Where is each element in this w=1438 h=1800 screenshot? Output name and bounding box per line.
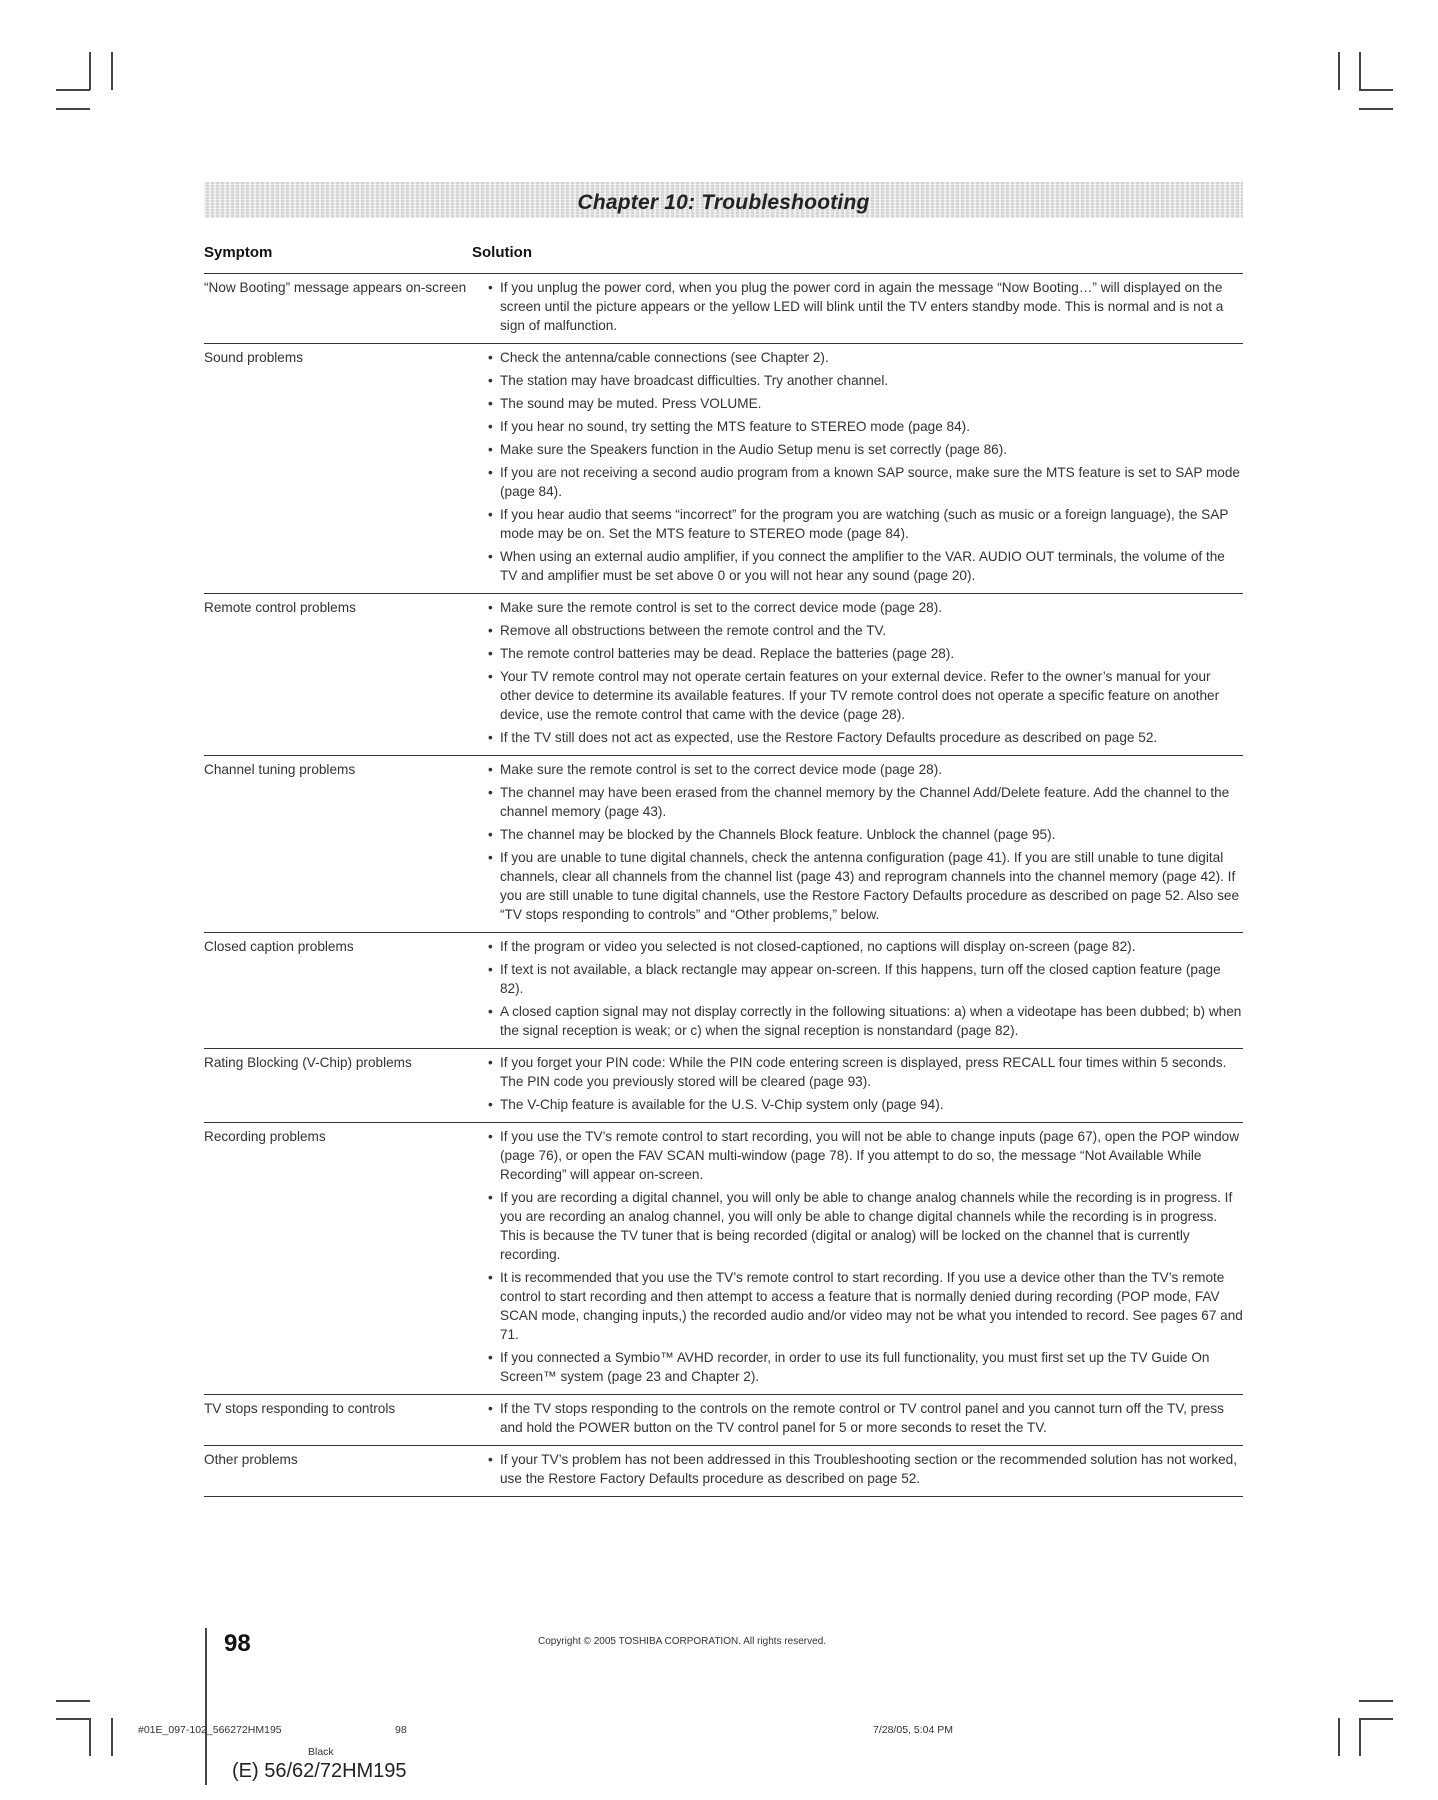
symptom-cell: Closed caption problems [204, 939, 354, 954]
crop-mark [1359, 1718, 1361, 1756]
symptom-cell: TV stops responding to controls [204, 1401, 396, 1416]
solution-cell [488, 1449, 1243, 1492]
symptom-header: Symptom [204, 244, 273, 261]
crop-mark [1338, 1718, 1340, 1756]
print-slug-date: 7/28/05, 5:04 PM [873, 1724, 953, 1736]
solution-list [488, 598, 1243, 747]
symptom-cell: Rating Blocking (V-Chip) problems [204, 1055, 412, 1070]
solution-list [488, 1053, 1243, 1114]
solution-item: • If you forget your PIN code: While the PIN code entering screen is displayed, press RECALL four times within 5 seconds. The PIN code you previously stored will be cleared (page 93). [488, 1053, 1243, 1091]
solution-item: • The channel may be blocked by the Channels Block feature. Unblock the channel (page 95). [488, 825, 1243, 844]
model-number: (E) 56/62/72HM195 [232, 1760, 407, 1782]
solution-list [488, 1450, 1243, 1488]
solution-item: • If you are not receiving a second audio program from a known SAP source, make sure the MTS feature is set to SAP mode (page 84). [488, 463, 1243, 501]
solution-item: • When using an external audio amplifier, if you connect the amplifier to the VAR. AUDIO OUT terminals, the volume of the TV and amplifier must be set above 0 or you will not hear any sound (page 20). [488, 547, 1243, 585]
print-slug-color: Black [308, 1746, 334, 1758]
solution-item: • If the TV stops responding to the controls on the remote control or TV control panel and you cannot turn off the TV, press and hold the POWER button on the TV control panel for 5 or more seconds to reset the TV. [488, 1399, 1243, 1437]
solution-item: • Make sure the Speakers function in the Audio Setup menu is set correctly (page 86). [488, 440, 1243, 459]
solution-cell [488, 277, 1243, 339]
solution-list [488, 278, 1243, 335]
chapter-title: Chapter 10: Troubleshooting [577, 191, 870, 214]
solution-item: • Check the antenna/cable connections (see Chapter 2). [488, 348, 1243, 367]
solution-item: • If you are unable to tune digital channels, check the antenna configuration (page 41). If you are still unable to tune digital channels, clear all channels from the channel list (page 43) and reprogram channels into the channel memory (page 42). If you are still unable to tune digital channels, use the Restore Factory Defaults procedure as described on page 52. Also see “TV stops responding to controls” and “Other problems,” below. [488, 848, 1243, 924]
solution-item: • If you connected a Symbio™ AVHD recorder, in order to use its full functionality, you must first set up the TV Guide On Screen™ system (page 23 and Chapter 2). [488, 1348, 1243, 1386]
crop-mark [1359, 1718, 1393, 1720]
crop-mark [1359, 1700, 1393, 1702]
table-row [204, 756, 1243, 933]
crop-mark [56, 1718, 90, 1720]
crop-mark [111, 1718, 113, 1756]
crop-mark [111, 52, 113, 90]
solution-cell [488, 759, 1243, 928]
symptom-cell: “Now Booting” message appears on-screen [204, 280, 467, 295]
crop-mark [1359, 108, 1393, 110]
solution-item: • If you hear no sound, try setting the MTS feature to STEREO mode (page 84). [488, 417, 1243, 436]
crop-mark [56, 89, 90, 91]
crop-mark [56, 108, 90, 110]
crop-mark [1359, 89, 1393, 91]
solution-item: • If your TV’s problem has not been addressed in this Troubleshooting section or the recommended solution has not worked, use the Restore Factory Defaults procedure as described on page 52. [488, 1450, 1243, 1488]
solution-list [488, 937, 1243, 1040]
solution-list [488, 1399, 1243, 1437]
table-row [204, 1049, 1243, 1123]
symptom-cell: Channel tuning problems [204, 762, 356, 777]
table-row [204, 1446, 1243, 1497]
symptom-cell: Other problems [204, 1452, 298, 1467]
solution-item: • Remove all obstructions between the remote control and the TV. [488, 621, 1243, 640]
solution-item: • Your TV remote control may not operate certain features on your external device. Refer to the owner’s manual for your other device to determine its available features. If your TV remote control does not operate a specific feature on another device, use the remote control that came with the device (page 28). [488, 667, 1243, 724]
solution-item: • The V-Chip feature is available for the U.S. V-Chip system only (page 94). [488, 1095, 1243, 1114]
solution-item: • If you unplug the power cord, when you plug the power cord in again the message “Now Booting…” will displayed on the screen until the picture appears or the yellow LED will blink until the TV enters standby mode. This is normal and is not a sign of malfunction. [488, 278, 1243, 335]
solution-item: • Make sure the remote control is set to the correct device mode (page 28). [488, 598, 1243, 617]
solution-cell [488, 1126, 1243, 1390]
symptom-cell: Remote control problems [204, 600, 356, 615]
table-body [204, 274, 1243, 1497]
solution-item: • The sound may be muted. Press VOLUME. [488, 394, 1243, 413]
print-slug-file: #01E_097-102_566272HM195 [138, 1724, 282, 1736]
table-header [204, 244, 1243, 274]
solution-cell [488, 1398, 1243, 1441]
solution-item: • The remote control batteries may be dead. Replace the batteries (page 28). [488, 644, 1243, 663]
crop-mark [56, 1700, 90, 1702]
chapter-banner [204, 182, 1243, 218]
solution-item: • Make sure the remote control is set to the correct device mode (page 28). [488, 760, 1243, 779]
solution-list [488, 348, 1243, 585]
solution-item: • If you are recording a digital channel, you will only be able to change analog channels while the recording is in progress. If you are recording an analog channel, you will only be able to change digital channels while the recording is in progress. This is because the TV tuner that is being recorded (digital or analog) will be locked on the channel that is currently recording. [488, 1188, 1243, 1264]
solution-cell [488, 597, 1243, 751]
solution-item: • The station may have broadcast difficulties. Try another channel. [488, 371, 1243, 390]
solution-list [488, 1127, 1243, 1386]
crop-mark [1338, 52, 1340, 90]
table-row [204, 344, 1243, 594]
solution-list [488, 760, 1243, 924]
page-number: 98 [224, 1630, 251, 1657]
crop-mark [1359, 52, 1361, 90]
solution-header: Solution [472, 244, 532, 261]
solution-cell [488, 1052, 1243, 1118]
solution-cell [488, 936, 1243, 1044]
table-row [204, 933, 1243, 1049]
table-row [204, 1123, 1243, 1395]
page-number-rule [205, 1628, 207, 1785]
print-slug-page: 98 [395, 1724, 407, 1736]
crop-mark [89, 52, 91, 90]
symptom-cell: Recording problems [204, 1129, 326, 1144]
solution-item: • If the TV still does not act as expected, use the Restore Factory Defaults procedure as described on page 52. [488, 728, 1243, 747]
solution-item: • If you hear audio that seems “incorrect” for the program you are watching (such as music or a foreign language), the SAP mode may be on. Set the MTS feature to STEREO mode (page 84). [488, 505, 1243, 543]
troubleshooting-table [204, 244, 1243, 1497]
solution-item: • If you use the TV’s remote control to start recording, you will not be able to change inputs (page 67), open the POP window (page 76), or open the FAV SCAN multi-window (page 78). If you attempt to do so, the message “Not Available While Recording” will appear on-screen. [488, 1127, 1243, 1184]
table-row [204, 274, 1243, 344]
crop-mark [89, 1718, 91, 1756]
table-row [204, 1395, 1243, 1446]
solution-item: • It is recommended that you use the TV’s remote control to start recording. If you use a device other than the TV’s remote control to start recording and then attempt to access a feature that is normally denied during recording (POP mode, FAV SCAN mode, changing inputs,) the recorded audio and/or video may not be what you intended to record. See pages 67 and 71. [488, 1268, 1243, 1344]
table-row [204, 594, 1243, 756]
solution-item: • A closed caption signal may not display correctly in the following situations: a) when a videotape has been dubbed; b) when the signal reception is weak; or c) when the signal reception is nonstandard (page 82). [488, 1002, 1243, 1040]
solution-item: • If text is not available, a black rectangle may appear on-screen. If this happens, turn off the closed caption feature (page 82). [488, 960, 1243, 998]
copyright-notice: Copyright © 2005 TOSHIBA CORPORATION. All rights reserved. [538, 1636, 827, 1647]
solution-item: • If the program or video you selected is not closed-captioned, no captions will display on-screen (page 82). [488, 937, 1243, 956]
solution-item: • The channel may have been erased from the channel memory by the Channel Add/Delete feature. Add the channel to the channel memory (page 43). [488, 783, 1243, 821]
symptom-cell: Sound problems [204, 350, 303, 365]
solution-cell [488, 347, 1243, 589]
